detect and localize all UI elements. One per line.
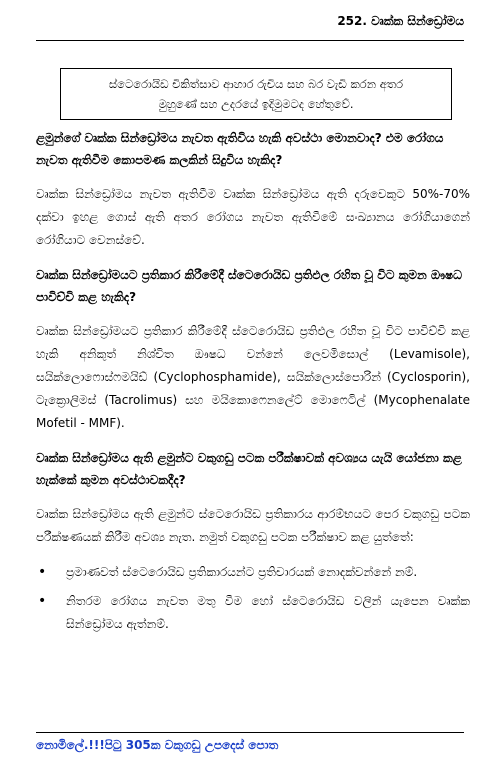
question-1: ළමුන්ගේ වෘක්ක සින්ඩ්‍රෝමය නැවත ඇතිවිය හැකි අවස්ථා මොනවාද? එම රෝගය නැවත ඇතිවීම කොපමණ කලකින් සිදුවිය හැකිද?	[36, 131, 444, 167]
footer-text: නොමිලේ.!!!පිටු 305ක වකුගඩු උපදෙස් පොත	[36, 738, 279, 752]
main-content	[36, 127, 470, 642]
question-2: වෘක්ක සින්ඩ්‍රෝමයට ප්‍රතිකාර කිරීමේදී ස්ටෙරොයිඩ ප්‍රතිඵල රහිත වූ විට කුමන ඖෂධ පාවිච්චි කළ හැකිද?	[36, 268, 462, 304]
footer-divider	[36, 732, 464, 733]
note-box	[60, 68, 452, 120]
bullet-icon: •	[38, 593, 47, 609]
biopsy-criteria-list	[36, 561, 470, 636]
page-title: 252. වෘක්ක සින්ඩ්‍රෝමය	[337, 14, 464, 28]
bullet-icon: •	[38, 564, 47, 580]
answer-1: වෘක්ක සින්ඩ්‍රෝමය නැවත ඇතිවීම වෘක්ක සින්ඩ්‍රෝමය ඇති දරුවෙකුට 50%-70% දක්වා ඉහළ ගොස් ඇති අතර රෝගය නැවත ඇතිවීමේ සංඛ්‍යානය රෝගියාගෙන් රෝගියාට වෙනස්වේ.	[36, 187, 470, 247]
question-3: වෘක්ක සින්ඩ්‍රෝමය ඇති ළමුන්ට වකුගඩු පටක පරීක්ෂාවක් අවශ්‍යය යැයි යෝජනා කළ හැක්කේ කුමන අවස්ථාවකදීද?	[36, 451, 462, 487]
list-item	[36, 590, 470, 636]
page-header	[36, 0, 464, 40]
answer-2: වෘක්ක සින්ඩ්‍රෝමයට ප්‍රතිකාර කිරීමේදී ස්ටෙරොයිඩ ප්‍රතිඵල රහිත වූ විට පාවිච්චි කළ හැකි අනිකුත් නිශ්චිත ඖෂධ වන්නේ ලෙවමිසොල් (Levamisole), සයික්ලොෆොස්ෆමයිඩ් (Cyclophosphamide), සයික්ලොස්පොරින් (Cyclosporin), ටැක්‍රොලිමස් (Tacrolimus) සහ මයිකොෆෙනලේට් මොෆෙටිල් (Mycophenalate Mofetil - MMF).	[36, 324, 470, 430]
list-item	[36, 561, 470, 584]
list-item-text: ප්‍රමාණවත් ස්ටෙරොයිඩ ප්‍රතිකාරයන්ට ප්‍රතිචාරයක් නොදක්වන්නේ නම්.	[66, 565, 418, 579]
note-line-2: මුහුණේ සහ උදරයේ ඉදිමුමටද හේතුවේ.	[158, 97, 354, 111]
header-divider	[36, 40, 464, 41]
answer-3: වෘක්ක සින්ඩ්‍රෝමය ඇති ළමුන්ට ස්ටෙරොයිඩ ප්‍රතිකාරය ආරම්භයට පෙර වකුගඩු පටක පරීක්ෂණයක් කිරීම අවශ්‍ය නැත. නමුත් වකුගඩු පටක පරීක්ෂාව කළ යුත්තේ:	[36, 507, 470, 544]
list-item-text: නිතරම රෝගය නැවත මතු වීම හෝ ස්ටෙරොයිඩ වලින් යැපෙන වෘක්ක සින්ඩ්‍රෝමය ඇත්නම්.	[66, 594, 470, 631]
note-line-1: ස්ටෙරොයිඩ චිකිත්සාව ආහාර රුචිය සහ බර වැඩි කරන අතර	[108, 77, 404, 91]
